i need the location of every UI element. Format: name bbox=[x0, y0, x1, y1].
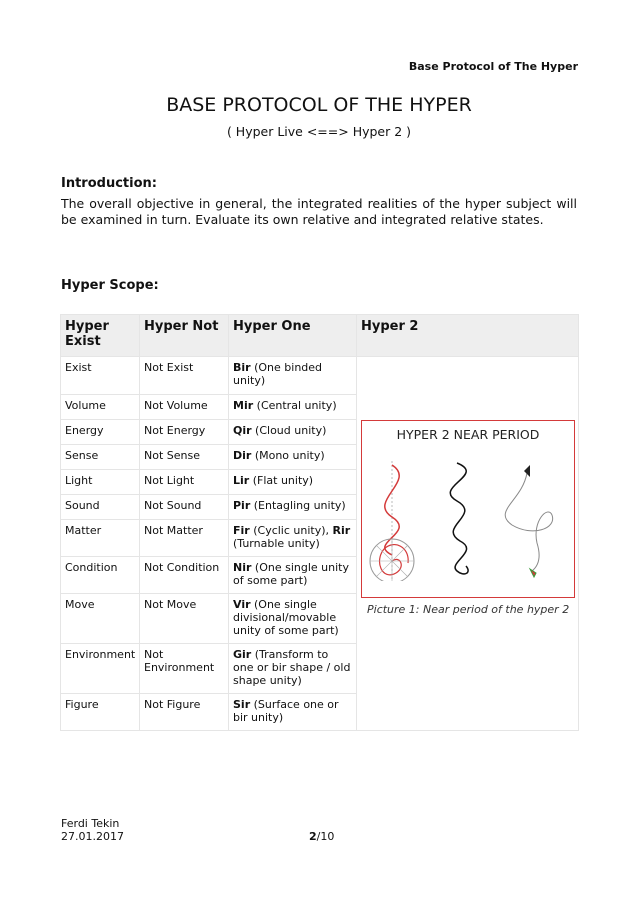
cell-exist: Exist bbox=[61, 357, 140, 395]
figure-title: HYPER 2 NEAR PERIOD bbox=[396, 427, 540, 442]
cell-one-term-2: Rir bbox=[332, 524, 351, 537]
cell-one bbox=[229, 520, 357, 557]
cell-exist: Condition bbox=[61, 557, 140, 594]
hyper-2-figure bbox=[361, 420, 575, 598]
page-current: 2 bbox=[309, 830, 317, 843]
cell-exist: Matter bbox=[61, 520, 140, 557]
cell-one-term: Sir bbox=[233, 698, 251, 711]
cell-exist: Sound bbox=[61, 495, 140, 520]
footer-author-date bbox=[61, 817, 124, 843]
cell-not: Not Exist bbox=[140, 357, 229, 395]
cell-one-term: Qir bbox=[233, 424, 252, 437]
cell-one-desc: (One binded unity) bbox=[233, 361, 323, 387]
cell-one bbox=[229, 445, 357, 470]
cell-exist: Energy bbox=[61, 420, 140, 445]
cell-one-desc: (One single divisional/movable unity of some part) bbox=[233, 598, 339, 637]
cell-one-term: Vir bbox=[233, 598, 251, 611]
cell-one-term: Gir bbox=[233, 648, 252, 661]
cell-not: Not Move bbox=[140, 594, 229, 644]
cell-one-term: Dir bbox=[233, 449, 252, 462]
grey-loop-curve bbox=[505, 473, 552, 571]
cell-one-desc: (Flat unity) bbox=[249, 474, 314, 487]
cell-one bbox=[229, 395, 357, 420]
column-header-hyper-one: Hyper One bbox=[229, 315, 357, 357]
cell-one bbox=[229, 694, 357, 731]
introduction-heading: Introduction: bbox=[61, 176, 157, 191]
cell-not: Not Condition bbox=[140, 557, 229, 594]
cell-one-term: Pir bbox=[233, 499, 251, 512]
cell-one bbox=[229, 470, 357, 495]
column-header-hyper-2: Hyper 2 bbox=[357, 315, 579, 357]
cell-exist: Figure bbox=[61, 694, 140, 731]
introduction-text: The overall objective in general, the integrated realities of the hyper subject will be examined in turn. Evaluate its own relative and integrated relative states. bbox=[61, 196, 577, 227]
cell-one bbox=[229, 644, 357, 694]
cell-one bbox=[229, 594, 357, 644]
cell-one-desc: (Cloud unity) bbox=[251, 424, 327, 437]
cell-not: Not Volume bbox=[140, 395, 229, 420]
footer-date: 27.01.2017 bbox=[61, 830, 124, 843]
page-total: /10 bbox=[316, 830, 335, 843]
hyper-2-picture-cell bbox=[357, 357, 579, 731]
cell-one-desc: (Transform to one or bir shape / old shape unity) bbox=[233, 648, 351, 687]
cell-one-desc: (Entagling unity) bbox=[250, 499, 346, 512]
column-header-hyper-not: Hyper Not bbox=[140, 315, 229, 357]
cell-not: Not Sound bbox=[140, 495, 229, 520]
cell-one-term: Lir bbox=[233, 474, 250, 487]
cell-not: Not Sense bbox=[140, 445, 229, 470]
cell-one-desc-2: (Turnable unity) bbox=[233, 537, 320, 550]
hyper-scope-table bbox=[60, 314, 579, 731]
cell-one bbox=[229, 420, 357, 445]
cell-one-term: Bir bbox=[233, 361, 251, 374]
near-period-illustration bbox=[362, 451, 573, 581]
cell-not: Not Figure bbox=[140, 694, 229, 731]
table-header-row bbox=[61, 315, 579, 357]
cell-exist: Sense bbox=[61, 445, 140, 470]
cell-one bbox=[229, 495, 357, 520]
cell-exist: Environment bbox=[61, 644, 140, 694]
black-sine-wave bbox=[450, 463, 468, 574]
cell-not: Not Light bbox=[140, 470, 229, 495]
cell-one-desc: (Cyclic unity), bbox=[249, 524, 333, 537]
cell-exist: Move bbox=[61, 594, 140, 644]
cell-exist: Light bbox=[61, 470, 140, 495]
cell-one-desc: (Mono unity) bbox=[251, 449, 325, 462]
cell-one bbox=[229, 557, 357, 594]
cell-exist: Volume bbox=[61, 395, 140, 420]
cell-not: Not Environment bbox=[140, 644, 229, 694]
cell-not: Not Energy bbox=[140, 420, 229, 445]
cell-one-desc: (Surface one or bir unity) bbox=[233, 698, 339, 724]
figure-caption: Picture 1: Near period of the hyper 2 bbox=[367, 603, 570, 616]
cell-one-desc: (Central unity) bbox=[253, 399, 337, 412]
cell-one-desc: (One single unity of some part) bbox=[233, 561, 349, 587]
table-row bbox=[61, 357, 579, 395]
footer-author: Ferdi Tekin bbox=[61, 817, 120, 830]
cell-one-term: Fir bbox=[233, 524, 250, 537]
running-header: Base Protocol of The Hyper bbox=[408, 60, 578, 73]
hyper-scope-heading: Hyper Scope: bbox=[61, 278, 159, 293]
cell-one-term: Mir bbox=[233, 399, 254, 412]
column-header-hyper-exist: Hyper Exist bbox=[61, 315, 140, 357]
document-title: BASE PROTOCOL OF THE HYPER bbox=[166, 94, 472, 116]
document-subtitle: ( Hyper Live <==> Hyper 2 ) bbox=[226, 124, 412, 139]
page-number bbox=[309, 830, 334, 843]
cell-one-term: Nir bbox=[233, 561, 252, 574]
cell-not: Not Matter bbox=[140, 520, 229, 557]
cell-one bbox=[229, 357, 357, 395]
